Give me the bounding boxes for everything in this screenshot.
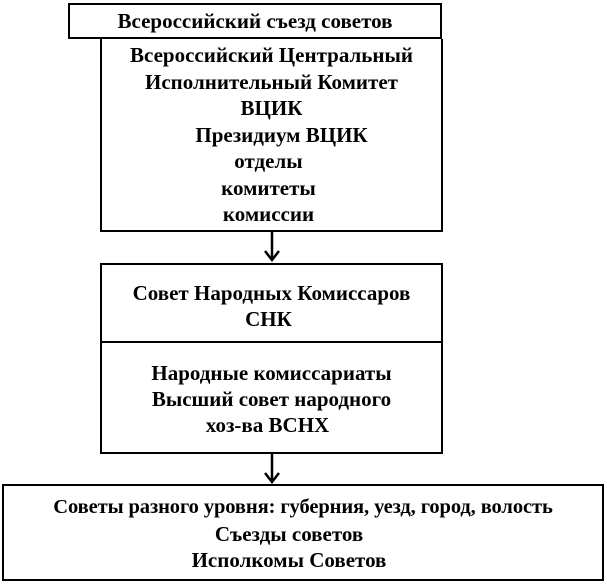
snk-title-section bbox=[102, 265, 441, 343]
vtsik-line: Президиум ВЦИК bbox=[195, 122, 368, 147]
arrow-down-icon bbox=[262, 454, 282, 486]
congress-box bbox=[68, 3, 442, 39]
snk-body-line: Народные комиссариаты bbox=[151, 361, 392, 385]
snk-body-line: Высший совет народного bbox=[151, 387, 392, 411]
congress-title: Всероссийский съезд советов bbox=[117, 9, 393, 33]
vtsik-line: ВЦИК bbox=[240, 96, 303, 120]
vtsik-line: Всероссийский Центральный bbox=[130, 43, 413, 67]
snk-title-line: СНК bbox=[245, 307, 292, 331]
vtsik-line: Исполнительный Комитет bbox=[145, 69, 398, 94]
vtsik-line: комитеты bbox=[221, 175, 316, 200]
snk-body-section bbox=[102, 360, 441, 438]
snk-title-line: Совет Народных Комиссаров bbox=[132, 281, 411, 305]
snk-box bbox=[100, 263, 443, 454]
vtsik-box bbox=[100, 39, 443, 232]
councils-line: Исполкомы Советов bbox=[191, 548, 387, 572]
snk-body-line: хоз-ва ВСНХ bbox=[205, 413, 330, 437]
councils-line: Съезды советов bbox=[214, 521, 364, 546]
vtsik-line: комиссии bbox=[222, 202, 315, 226]
vtsik-line: отделы bbox=[234, 149, 303, 173]
councils-box bbox=[2, 484, 604, 581]
councils-line: Советы разного уровня: губерния, уезд, город, волость bbox=[53, 496, 553, 518]
arrow-down-icon bbox=[262, 232, 282, 264]
